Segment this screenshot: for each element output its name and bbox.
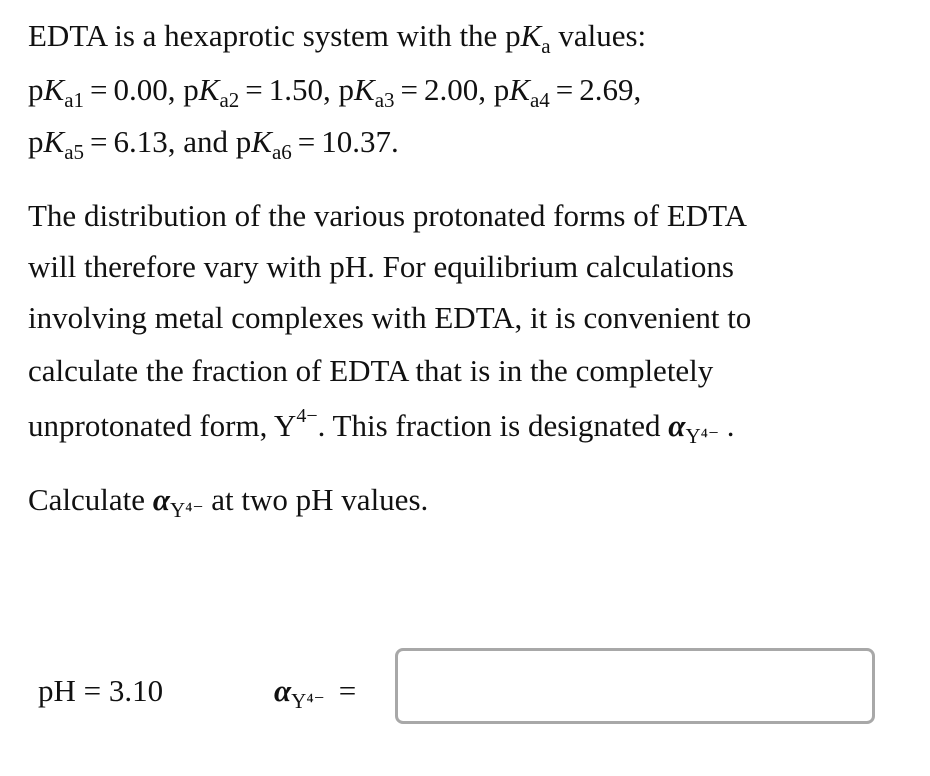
paragraph-line-1: The distribution of the various protonated forms of EDTA [28, 198, 747, 233]
alpha-answer-input[interactable] [395, 648, 875, 724]
pka4: $pK_{a4} = 2.69$, [493, 72, 642, 112]
task-alpha-symbol: α [152, 482, 170, 517]
pka-line-2 [28, 124, 399, 164]
paragraph-line-5 [28, 405, 735, 448]
intro-text: EDTA is a hexaprotic system with the p [28, 18, 521, 53]
answer-equals: = [338, 673, 357, 708]
period: . [719, 408, 735, 443]
intro-text-end: values: [550, 18, 647, 53]
pka3: $pK_{a3} = 2.00$, [338, 72, 486, 112]
intro-line-1 [28, 18, 647, 58]
pka2: $pK_{a2} = 1.50$, [183, 72, 331, 112]
pka-line-1 [28, 72, 642, 112]
unprotonated-text: unprotonated form, Y [28, 408, 297, 443]
designated-text: . This fraction is designated [317, 408, 669, 443]
charge-superscript: 4− [296, 405, 318, 427]
and-word: and [183, 124, 229, 159]
answer-alpha-subscript: Y⁴⁻ [291, 689, 325, 713]
task-line [28, 482, 429, 522]
task-alpha-subscript: Y⁴⁻ [169, 498, 204, 522]
paragraph-line-4: calculate the fraction of EDTA that is in the completely [28, 353, 714, 388]
pka6: $pK_{a6} = 10.37$. [235, 124, 399, 164]
answer-alpha-symbol: α [274, 673, 292, 708]
pka5: $pK_{a5} = 6.13$, [28, 124, 176, 164]
answer-alpha-label [274, 673, 362, 713]
pka1: $pK_{a1} = 0.00$, [28, 72, 176, 112]
task-prefix: Calculate [28, 482, 153, 517]
k-subscript: a [541, 34, 551, 58]
ph-label: pH = 3.10 [38, 673, 164, 708]
answer-row [0, 645, 930, 735]
paragraph-line-3: involving metal complexes with EDTA, it is convenient to [28, 300, 752, 335]
task-suffix: at two pH values. [203, 482, 429, 517]
alpha-symbol: α [668, 408, 686, 443]
k-symbol: K [520, 18, 542, 53]
paragraph-line-2: will therefore vary with pH. For equilibrium calculations [28, 249, 734, 284]
alpha-subscript: Y⁴⁻ [685, 424, 720, 448]
